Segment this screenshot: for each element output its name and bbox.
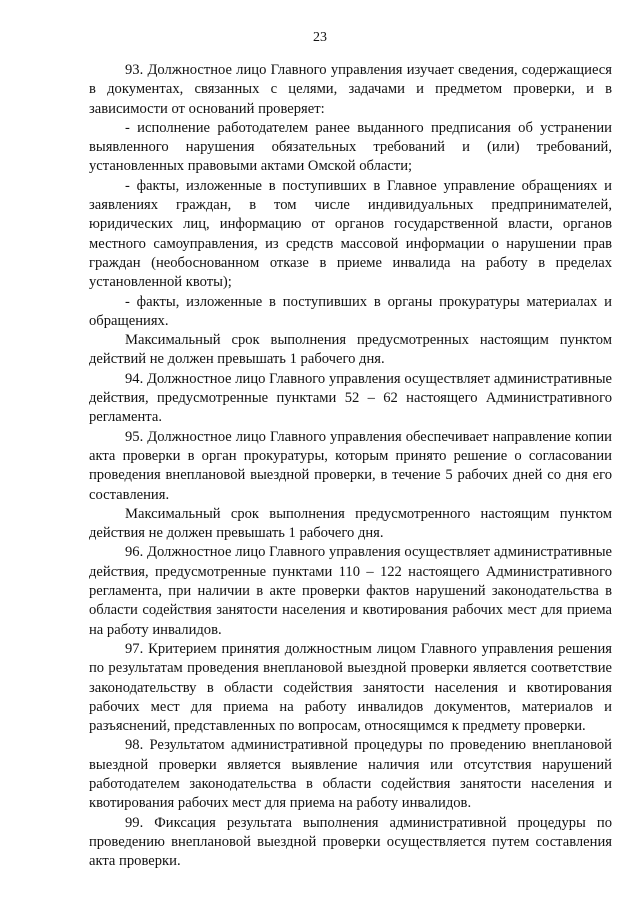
paragraph-95: 95. Должностное лицо Главного управления обеспечивает направление копии акта проверки в орган прокуратуры, которым принято решение о согласовании проведения внеплановой выездной проверки, в течение 5 рабочих дней со дня его составления. bbox=[89, 428, 612, 503]
paragraph-93-deadline: Максимальный срок выполнения предусмотренных настоящим пунктом действий не должен превышать 1 рабочего дня. bbox=[89, 332, 612, 368]
paragraph-94: 94. Должностное лицо Главного управления осуществляет административные действия, предусмотренные пунктами 52 – 62 настоящего Административного регламента. bbox=[89, 370, 612, 426]
paragraph-99: 99. Фиксация результата выполнения административной процедуры по проведению внеплановой выездной проверки осуществляется путем составления акта проверки. bbox=[89, 814, 612, 870]
page-number: 23 bbox=[313, 30, 327, 45]
paragraph-93-item-3: - факты, изложенные в поступивших в органы прокуратуры материалах и обращениях. bbox=[89, 293, 612, 329]
paragraph-98: 98. Результатом административной процедуры по проведению внеплановой выездной проверки является выявление наличия или отсутствия нарушений работодателем законодательства в области содействия занятости населения и квотирования рабочих мест для приема на работу инвалидов. bbox=[89, 737, 612, 812]
paragraph-95-deadline: Максимальный срок выполнения предусмотренного настоящим пунктом действия не должен превышать 1 рабочего дня. bbox=[89, 505, 612, 542]
paragraph-93: 93. Должностное лицо Главного управления изучает сведения, содержащиеся в документах, связанных с целями, задачами и предметом проверки, и в зависимости от оснований проверяет: bbox=[89, 62, 612, 117]
paragraph-97: 97. Критерием принятия должностным лицом Главного управления решения по результатам проведения внеплановой выездной проверки является соответствие законодательству в области содействия занятости населения и квотирования рабочих мест для приема на работу инвалидов документов, материалов и разъяснений, представленных по вопросам, относящимся к предмету проверки. bbox=[89, 640, 612, 735]
paragraph-93-item-2: - факты, изложенные в поступивших в Главное управление обращениях и заявлениях граждан, в том числе индивидуальных предпринимателей, юридических лиц, информацию от органов государственной власти, органов местного самоуправления, из средств массовой информации о нарушении прав граждан (необоснованном отказе в приеме инвалида на работу в пределах установленной квоты); bbox=[89, 177, 612, 291]
paragraph-93-item-1: - исполнение работодателем ранее выданного предписания об устранении выявленного нарушения обязательных требований и (или) требований, установленных правовыми актами Омской области; bbox=[89, 119, 612, 175]
paragraph-96: 96. Должностное лицо Главного управления осуществляет административные действия, предусмотренные пунктами 110 – 122 настоящего Административного регламента, при наличии в акте проверки фактов нарушений законодательства в области содействия занятости населения и квотирования рабочих мест для приема на работу инвалидов. bbox=[89, 544, 612, 638]
document-body bbox=[89, 61, 612, 871]
